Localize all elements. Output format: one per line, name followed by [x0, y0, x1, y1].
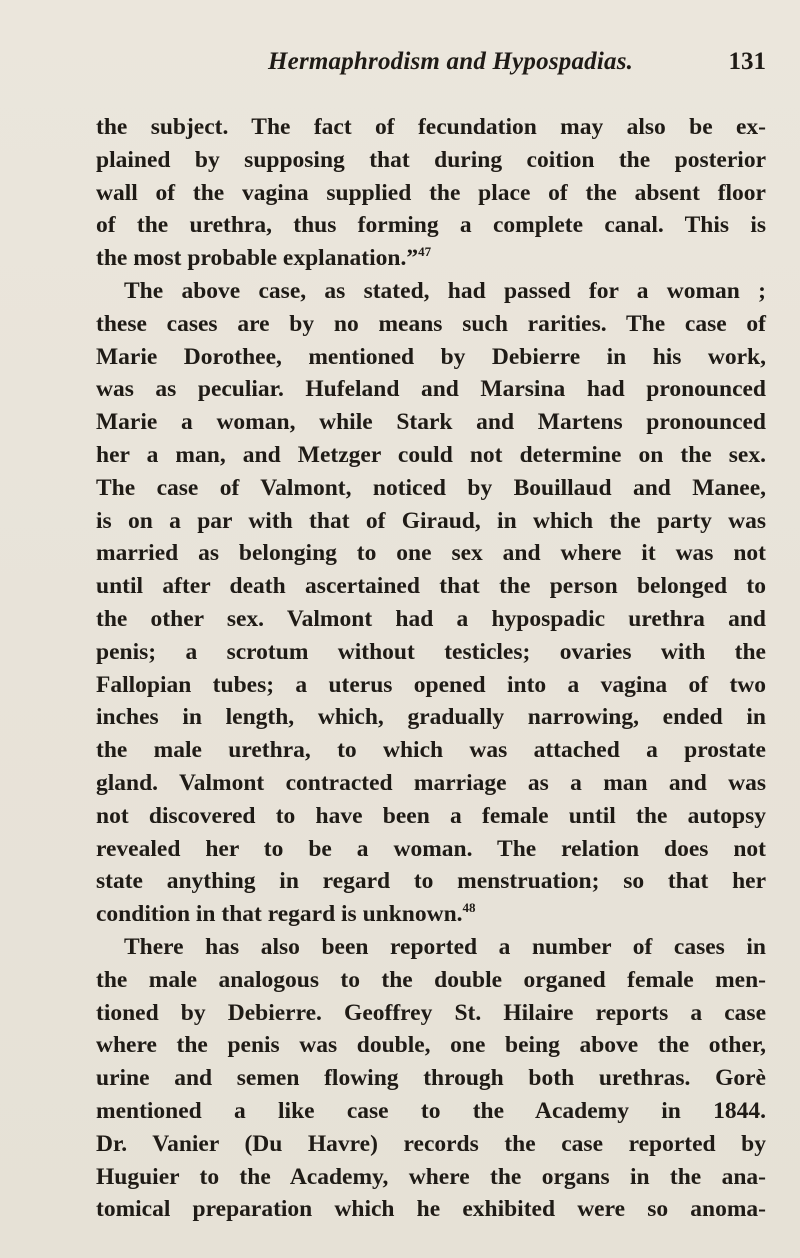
- footnote-ref: 47: [418, 244, 432, 260]
- text-line: condition in that regard is unknown.$^{48}$: [96, 900, 476, 928]
- text-line: married as belonging to one sex and where it was not: [96, 540, 766, 567]
- text-line: where the penis was double, one being above the other,: [96, 1032, 766, 1059]
- footnote-ref: 48: [462, 900, 476, 916]
- text-line: was as peculiar. Hufeland and Marsina had pronounced: [96, 376, 766, 403]
- text-line: penis; a scrotum without testicles; ovaries with the: [96, 638, 766, 665]
- text-line: these cases are by no means such rarities. The case of: [96, 310, 766, 337]
- text-line: Fallopian tubes; a uterus opened into a vagina of two: [96, 671, 766, 698]
- text-line: There has also been reported a number of cases in: [124, 933, 766, 960]
- text-line: the male analogous to the double organed female men-: [96, 966, 766, 993]
- running-title: Hermaphrodism and Hypospadias.: [268, 48, 634, 75]
- text-line: not discovered to have been a female until the autopsy: [96, 802, 766, 829]
- text-line: the other sex. Valmont had a hypospadic urethra and: [96, 605, 766, 632]
- text-line: the subject. The fact of fecundation may also be ex-: [96, 114, 766, 140]
- text-line: her a man, and Metzger could not determine on the sex.: [96, 441, 766, 468]
- text-line: Marie Dorothee, mentioned by Debierre in his work,: [96, 343, 766, 370]
- text-line: the male urethra, to which was attached a prostate: [96, 737, 766, 764]
- text-line: state anything in regard to menstruation; so that her: [96, 868, 766, 895]
- text-line: the most probable explanation.”$^{47}$: [96, 244, 432, 272]
- body-text: [96, 111, 766, 1226]
- text-line: Dr. Vanier (Du Havre) records the case reported by: [96, 1130, 766, 1157]
- text-line: The case of Valmont, noticed by Bouillaud and Manee,: [96, 474, 766, 501]
- text-line: Huguier to the Academy, where the organs in the ana-: [96, 1163, 766, 1190]
- text-line: tomical preparation which he exhibited were so anoma-: [96, 1196, 766, 1223]
- text-line: until after death ascertained that the person belonged to: [96, 573, 766, 600]
- text-line: mentioned a like case to the Academy in 1844.: [96, 1097, 766, 1124]
- text-line: tioned by Debierre. Geoffrey St. Hilaire reports a case: [96, 999, 766, 1026]
- text-line: wall of the vagina supplied the place of the absent floor: [96, 179, 766, 206]
- text-line: revealed her to be a woman. The relation does not: [96, 835, 766, 862]
- text-line: urine and semen flowing through both urethras. Gorè: [96, 1065, 766, 1092]
- text-line: The above case, as stated, had passed for a woman ;: [124, 277, 766, 304]
- text-line: gland. Valmont contracted marriage as a man and was: [96, 769, 766, 796]
- text-line: is on a par with that of Giraud, in which the party was: [96, 507, 766, 534]
- running-head: [96, 48, 766, 88]
- text-line: Marie a woman, while Stark and Martens pronounced: [96, 409, 766, 436]
- text-line: of the urethra, thus forming a complete canal. This is: [96, 212, 766, 239]
- page-number: 131: [728, 48, 766, 75]
- text-line: inches in length, which, gradually narrowing, ended in: [96, 704, 766, 731]
- text-line: plained by supposing that during coition the posterior: [96, 146, 766, 173]
